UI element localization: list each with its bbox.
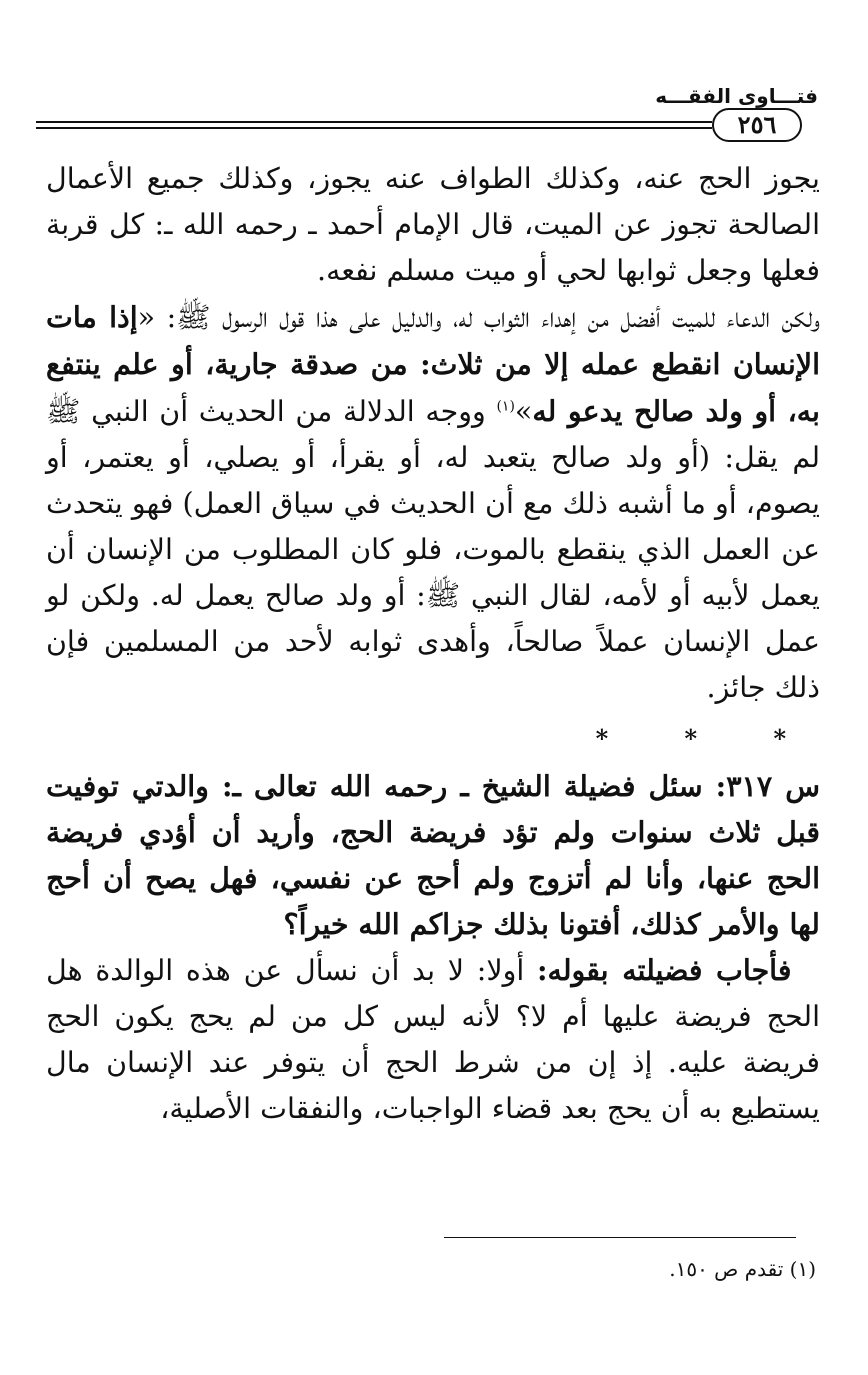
hadith-close: » bbox=[514, 395, 533, 428]
section-separator: * * * bbox=[595, 724, 820, 753]
question-paragraph bbox=[46, 763, 820, 947]
question-label: س ٣١٧: bbox=[715, 769, 820, 803]
hadith-quote: إذا مات الإنسان انقطع عمله إلا من ثلاث: من صدقة جارية، أو علم ينتفع به، أو ولد صالح يدعو له bbox=[46, 300, 820, 428]
header-rule-bottom bbox=[36, 127, 712, 129]
answer-label: فأجاب فضيلته بقوله: bbox=[537, 953, 792, 987]
header-rule-top bbox=[36, 121, 712, 123]
main-text bbox=[46, 156, 820, 1132]
answer-text: أولا: لا بد أن نسأل عن هذه الوالدة هل الحج فريضة عليها أم لا؟ لأنه ليس كل من لم يحج يكون الحج فريضة عليه. إذ إن من شرط الحج أن يتوفر عند الإنسان مال يستطيع به أن يحج بعد قضاء الواجبات، والنفقات الأصلية، bbox=[46, 954, 820, 1125]
answer-paragraph bbox=[46, 947, 820, 1132]
footnote-reference[interactable]: (١) bbox=[496, 398, 515, 415]
hadith-lead: ولكن الدعاء للميت أفضل من إهداء الثواب له، والدليل على هذا قول الرسول ﷺ: « bbox=[137, 301, 820, 334]
page-number-badge bbox=[712, 108, 802, 142]
page-number: ٢٥٦ bbox=[737, 110, 777, 139]
paragraph-intro: يجوز الحج عنه، وكذلك الطواف عنه يجوز، وكذلك جميع الأعمال الصالحة تجوز عن الميت، قال الإمام أحمد ـ رحمه الله ـ: كل قربة فعلها وجعل ثوابها لحي أو ميت مسلم نفعه. bbox=[46, 162, 820, 287]
paragraph-hadith bbox=[46, 294, 820, 711]
hadith-explanation: ووجه الدلالة من الحديث أن النبي ﷺ لم يقل: (أو ولد صالح يتعبد له، أو يقرأ، أو يصلي، أو يعتمر، أو يصوم، أو ما أشبه ذلك مع أن الحديث في سياق العمل) فهو يتحدث عن العمل الذي ينقطع بالموت، فلو كان المطلوب من الإنسان أن يعمل لأبيه أو لأمه، لقال النبي ﷺ: أو ولد صالح يعمل له. ولكن لو عمل الإنسان عملاً صالحاً، وأهدى ثوابه لأحد من المسلمين فإن ذلك جائز. bbox=[46, 395, 820, 704]
footnote-divider bbox=[444, 1237, 796, 1238]
question-text: سئل فضيلة الشيخ ـ رحمه الله تعالى ـ: والدتي توفيت قبل ثلاث سنوات ولم تؤد فريضة الحج، وأريد أن أؤدي فريضة الحج عنها، وأنا لم أتزوج ولم أحج عن نفسي، فهل يصح أن أحج لها والأمر كذلك، أفتونا بذلك جزاكم الله خيراً؟ bbox=[46, 769, 820, 941]
footnote: (١) تقدم ص ١٥٠. bbox=[669, 1257, 816, 1281]
book-title: فتـــاوى الفقـــه bbox=[655, 84, 818, 108]
